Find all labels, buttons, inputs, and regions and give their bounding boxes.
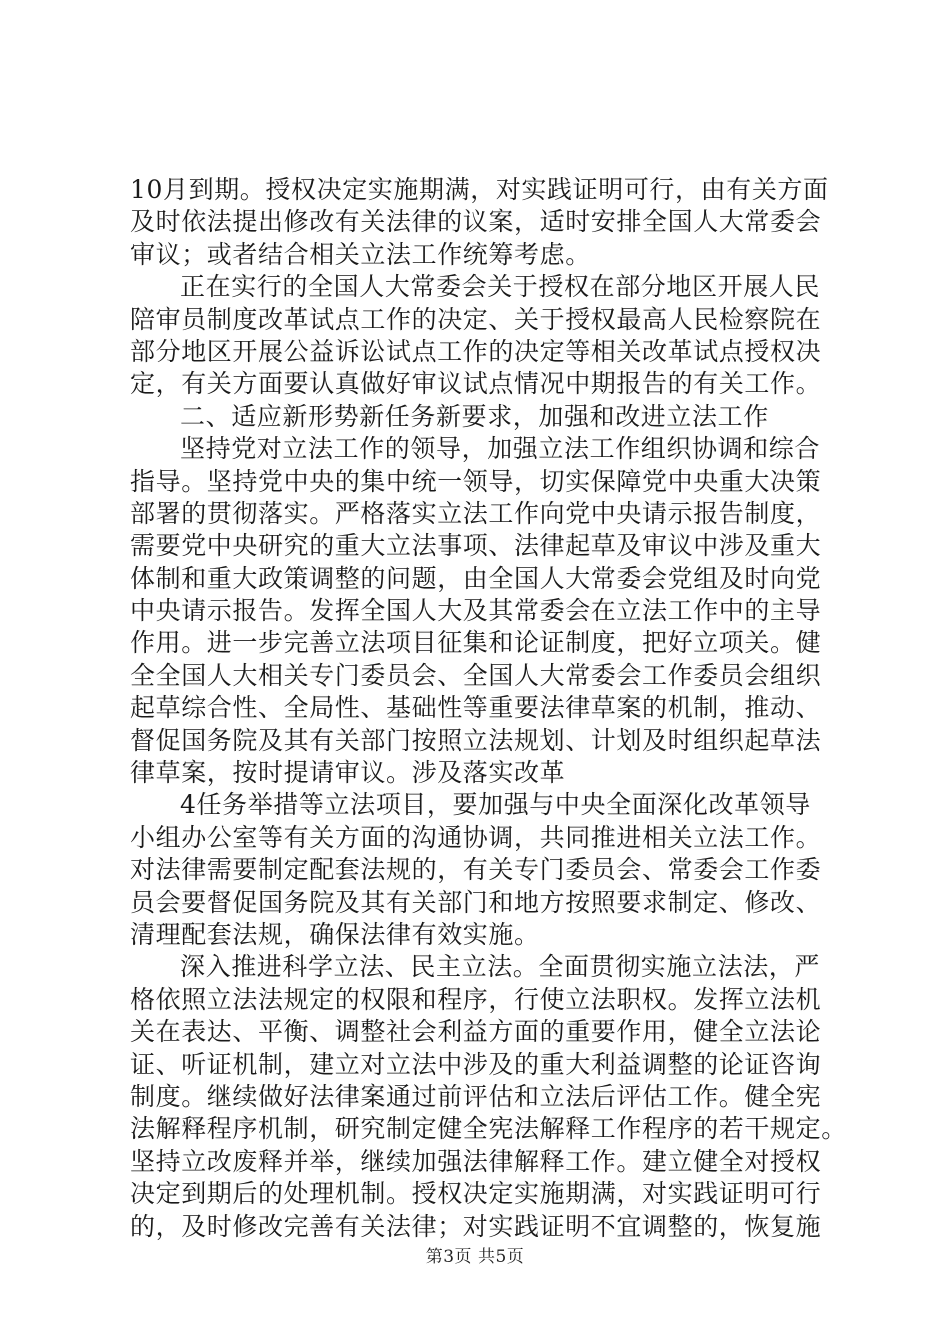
text-line: 部署的贯彻落实。严格落实立法工作向党中央请示报告制度， [130,498,822,528]
text-line: 对法律需要制定配套法规的，有关专门委员会、常委会工作委 [130,855,822,885]
text-line: 深入推进科学立法、民主立法。全面贯彻实施立法法，严 [180,952,821,982]
text-line: 及时依法提出修改有关法律的议案，适时安排全国人大常委会 [130,207,822,237]
text-line: 坚持党对立法工作的领导，加强立法工作组织协调和综合 [180,434,821,464]
text-line: 4任务举措等立法项目，要加强与中央全面深化改革领导 [180,790,811,820]
text-line: 律草案，按时提请审议。涉及落实改革 [130,758,566,788]
document-body [130,174,847,1243]
text-line: 二、适应新形势新任务新要求，加强和改进立法工作 [180,401,769,431]
text-line: 审议；或者结合相关立法工作统筹考虑。 [130,239,591,269]
text-line: 清理配套法规，确保法律有效实施。 [130,919,540,949]
text-line: 制度。继续做好法律案通过前评估和立法后评估工作。健全宪 [130,1081,822,1111]
text-line: 体制和重大政策调整的问题，由全国人大常委会党组及时向党 [130,563,822,593]
text-line: 需要党中央研究的重大立法事项、法律起草及审议中涉及重大 [130,531,822,561]
text-line: 作用。进一步完善立法项目征集和论证制度，把好立项关。健 [130,628,822,658]
text-line: 定，有关方面要认真做好审议试点情况中期报告的有关工作。 [130,369,822,399]
text-line: 的，及时修改完善有关法律；对实践证明不宜调整的，恢复施 [130,1211,822,1241]
text-line: 坚持立改废释并举，继续加强法律解释工作。建立健全对授权 [130,1146,822,1176]
text-line: 正在实行的全国人大常委会关于授权在部分地区开展人民 [180,272,821,302]
text-line: 全全国人大相关专门委员会、全国人大常委会工作委员会组织 [130,660,822,690]
text-line: 督促国务院及其有关部门按照立法规划、计划及时组织起草法 [130,725,822,755]
text-line: 法解释程序机制，研究制定健全宪法解释工作程序的若干规定。 [130,1114,847,1144]
text-line: 指导。坚持党中央的集中统一领导，切实保障党中央重大决策 [130,466,822,496]
text-line: 陪审员制度改革试点工作的决定、关于授权最高人民检察院在 [130,304,822,334]
text-line: 中央请示报告。发挥全国人大及其常委会在立法工作中的主导 [130,596,822,626]
text-line: 证、听证机制，建立对立法中涉及的重大利益调整的论证咨询 [130,1049,822,1079]
text-line: 格依照立法法规定的权限和程序，行使立法职权。发挥立法机 [130,984,822,1014]
text-line: 员会要督促国务院及其有关部门和地方按照要求制定、修改、 [130,887,822,917]
text-line: 小组办公室等有关方面的沟通协调，共同推进相关立法工作。 [130,822,822,852]
text-line: 关在表达、平衡、调整社会利益方面的重要作用，健全立法论 [130,1017,822,1047]
text-line: 10月到期。授权决定实施期满，对实践证明可行，由有关方面 [130,175,829,204]
text-line: 决定到期后的处理机制。授权决定实施期满，对实践证明可行 [130,1179,822,1209]
text-line: 起草综合性、全局性、基础性等重要法律草案的机制，推动、 [130,693,822,723]
page-footer: 第3页 共5页 [425,1247,525,1267]
text-line: 部分地区开展公益诉讼试点工作的决定等相关改革试点授权决 [130,336,822,366]
